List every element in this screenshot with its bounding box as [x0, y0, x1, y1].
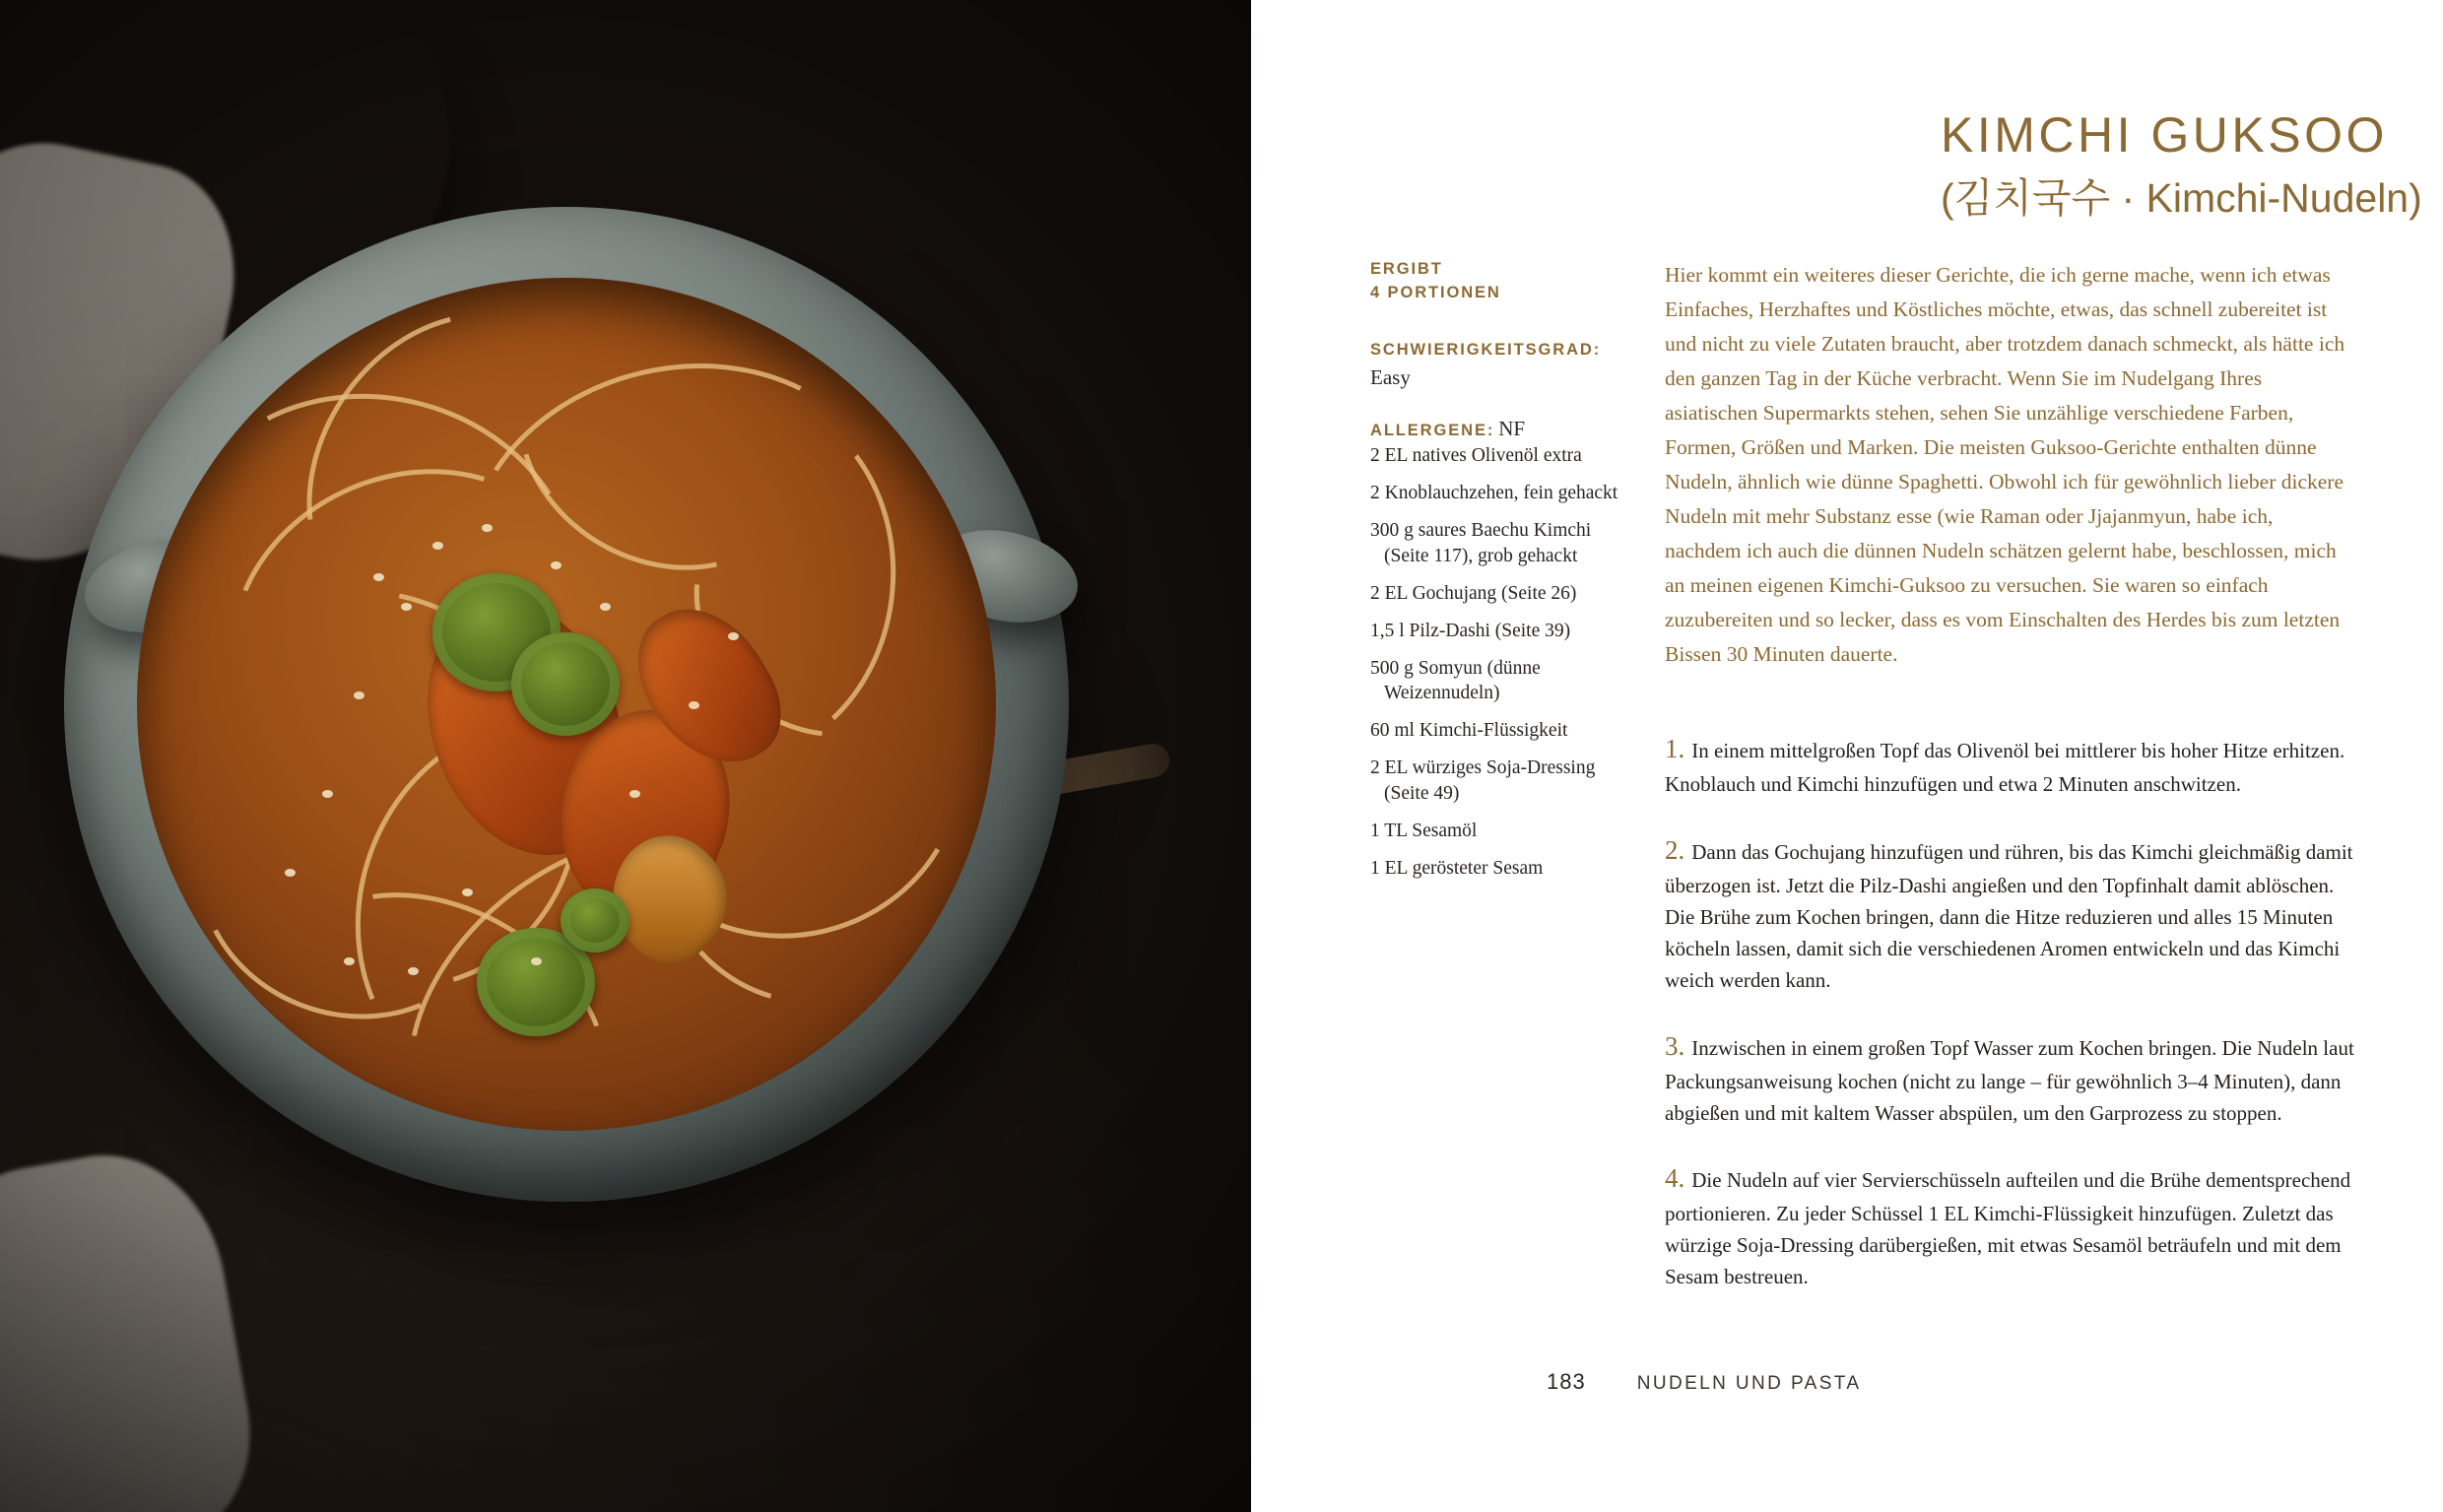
- ingredient-item: 1 EL gerösteter Sesam: [1370, 858, 1544, 880]
- step-number: 4.: [1665, 1163, 1685, 1194]
- step-text: Inzwischen in einem großen Topf Wasser zum Kochen bringen. Die Nudeln laut Packungsanweisung kochen (nicht zu lange – für gewöhnlich 3–4 Minuten), dann abgießen und mit kaltem Wasser abspülen, um den Garprozess zu stoppen.: [1665, 1035, 2354, 1125]
- ceramic-bowl: [64, 207, 1069, 1202]
- step-text: Dann das Gochujang hinzufügen und rühren, bis das Kimchi gleichmäßig damit überzogen ist. Jetzt die Pilz-Dashi angießen und den Topfinhalt damit ablöschen. Die Brühe zum Kochen bringen, dann die Hitze reduzieren und alles 15 Minuten köcheln lassen, damit sich die verschiedenen Aromen entwickeln und das Kimchi weich werden kann.: [1665, 839, 2353, 992]
- yield-value: 4 PORTIONEN: [1370, 283, 1501, 301]
- difficulty-value: Easy: [1370, 364, 1411, 389]
- recipe-steps: [1665, 729, 2359, 1323]
- recipe-step: [1665, 830, 2359, 997]
- ingredient-item: 1,5 l Pilz-Dashi (Seite 39): [1370, 620, 1571, 641]
- yield-block: [1370, 258, 1617, 305]
- yield-label: ERGIBT: [1370, 260, 1443, 278]
- ingredient-item: 2 EL würziges Soja-Dressing (Seite 49): [1370, 757, 1596, 805]
- step-text: In einem mittelgroßen Topf das Olivenöl bei mittlerer bis hoher Hitze erhitzen. Knoblauch und Kimchi hinzufügen und etwa 2 Minuten anschwitzen.: [1665, 739, 2345, 797]
- recipe-title: KIMCHI GUKSOO: [1941, 107, 2388, 163]
- ingredient-item: 300 g saures Baechu Kimchi (Seite 117), grob gehackt: [1370, 519, 1592, 566]
- page-number: 183: [1547, 1369, 1586, 1394]
- recipe-step: [1665, 1158, 2359, 1293]
- linen-cloth-bottom: [0, 1137, 268, 1512]
- step-number: 3.: [1665, 1030, 1685, 1061]
- ingredient-item: 2 EL natives Olivenöl extra: [1370, 445, 1582, 466]
- ingredient-item: 2 Knoblauchzehen, fein gehackt: [1370, 482, 1618, 503]
- green-chili-slice: [561, 888, 629, 953]
- difficulty-label: SCHWIERIGKEITSGRAD:: [1370, 340, 1602, 359]
- recipe-text-page: [1251, 0, 2443, 1512]
- difficulty-block: [1370, 339, 1617, 391]
- ingredient-item: 1 TL Sesamöl: [1370, 821, 1478, 842]
- recipe-intro: Hier kommt ein weiteres dieser Gerichte, die ich gerne mache, wenn ich etwas Einfaches, Herzhaftes und Köstliches möchte, etwas, das schnell zubereitet ist und nicht zu viele Zutaten braucht, aber trotzdem danach schmeckt, als hätte ich den ganzen Tag in der Küche verbracht. Wenn Sie im Nudelgang Ihres asiatischen Supermarkts stehen, sehen Sie unzählige verschiedene Farben, Formen, Größen und Marken. Die meisten Guksoo-Gerichte enthalten dünne Nudeln, ähnlich wie dünne Spaghetti. Obwohl ich für gewöhnlich lieber dickere Nudeln mit mehr Substanz esse (wie Raman oder Jjajanmyun, habe ich, nachdem ich auch die dünnen Nudeln schätzen gelernt habe, beschlossen, mich an meinen eigenen Kimchi-Guksoo zu versuchen. Sie waren so einfach zuzubereiten und so lecker, dass es vom Einschalten des Herdes bis zum letzten Bissen 30 Minuten dauerte.: [1665, 263, 2345, 667]
- green-chili-slice: [511, 632, 620, 736]
- allergens-label: ALLERGENE:: [1370, 422, 1495, 440]
- step-text: Die Nudeln auf vier Servierschüsseln aufteilen und die Brühe dementsprechend portionieren. Zu jeder Schüssel 1 EL Kimchi-Flüssigkeit hinzufügen. Zuletzt das würzige Soja-Dressing darübergießen, mit etwas Sesamöl beträufeln und mit dem Sesam bestreuen.: [1665, 1168, 2351, 1289]
- allergens-block: [1370, 417, 1617, 443]
- step-number: 2.: [1665, 834, 1685, 865]
- recipe-step: [1665, 1026, 2359, 1130]
- step-number: 1.: [1665, 734, 1685, 763]
- running-head: NUDELN UND PASTA: [1636, 1373, 1862, 1394]
- recipe-step: [1665, 729, 2359, 801]
- ingredients-list: [1370, 443, 1626, 893]
- ingredient-item: 500 g Somyun (dünne Weizennudeln): [1370, 657, 1541, 704]
- broth-surface: [137, 278, 996, 1131]
- recipe-content: [1369, 0, 2422, 1512]
- recipe-subtitle: (김치국수 · Kimchi-Nudeln): [1941, 175, 2422, 221]
- page-footer: [1547, 1369, 2335, 1395]
- allergens-value: NF: [1498, 417, 1526, 441]
- ingredient-item: 2 EL Gochujang (Seite 26): [1370, 582, 1577, 604]
- recipe-meta: [1370, 258, 1617, 443]
- ingredient-item: 60 ml Kimchi-Flüssigkeit: [1370, 720, 1568, 742]
